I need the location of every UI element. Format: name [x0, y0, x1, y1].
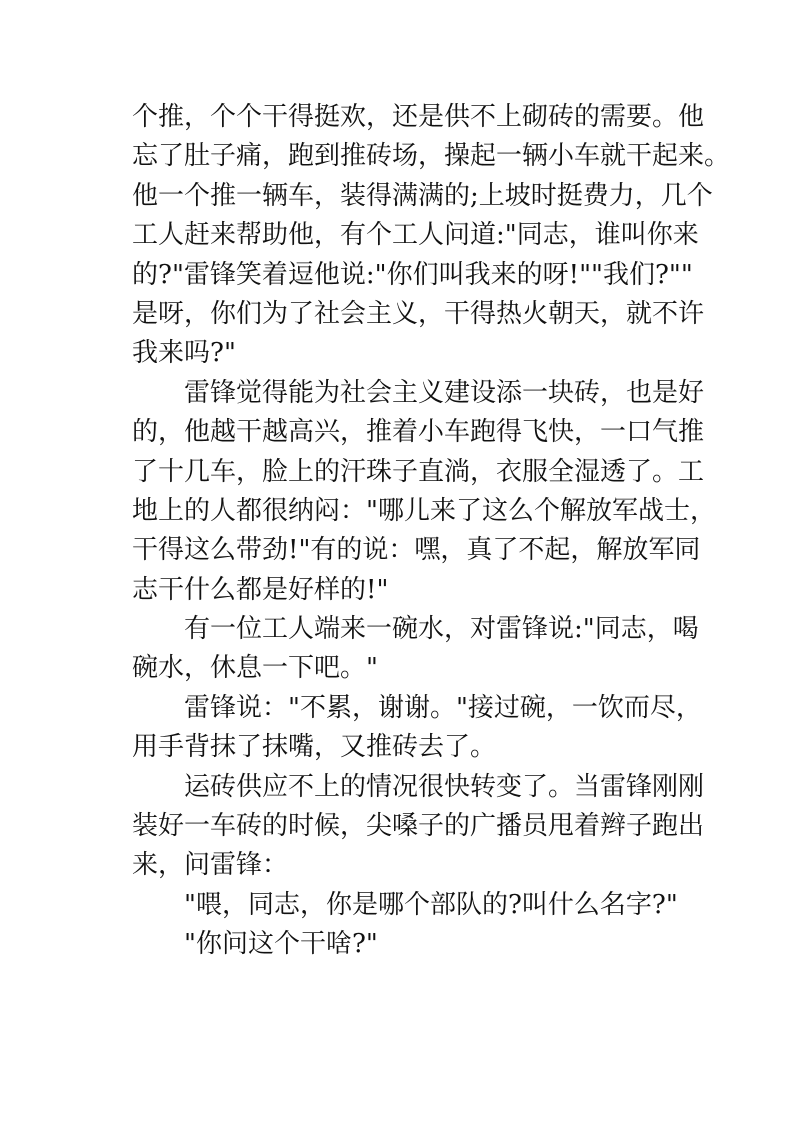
text-line: 运砖供应不上的情况很快转变了。当雷锋刚刚 — [184, 771, 705, 802]
paragraph-2 — [132, 374, 716, 610]
text-line: 雷锋觉得能为社会主义建设添一块砖，也是好 — [184, 377, 705, 408]
paragraph-4 — [132, 689, 702, 768]
paragraph-5 — [132, 768, 705, 886]
text-line: 志干什么都是好样的!" — [132, 574, 389, 605]
text-line: 是呀，你们为了社会主义，干得热火朝天，就不许 — [132, 298, 705, 329]
text-line: 雷锋说："不累，谢谢。"接过碗，一饮而尽， — [184, 692, 702, 723]
text-line: "喂，同志，你是哪个部队的?叫什么名字?" — [184, 889, 678, 920]
paragraph-7 — [132, 925, 672, 964]
text-line: 有一位工人端来一碗水，对雷锋说:"同志，喝 — [184, 614, 699, 645]
paragraph-1 — [132, 98, 731, 374]
text-line: 来，问雷锋： — [132, 850, 289, 881]
text-line: 碗水，休息一下吧。" — [132, 653, 378, 684]
text-line: 用手背抹了抹嘴，又推砖去了。 — [132, 732, 497, 763]
text-line: 干得这么带劲!"有的说：嘿，真了不起，解放军同 — [132, 535, 701, 566]
text-line: 他一个推一辆车，装得满满的;上坡时挺费力，几个 — [132, 180, 713, 211]
text-line: "你问这个干啥?" — [184, 929, 378, 960]
body-text — [132, 98, 731, 965]
paragraph-3 — [132, 610, 699, 689]
text-line: 的?"雷锋笑着逗他说:"你们叫我来的呀!""我们?"" — [132, 259, 693, 290]
text-line: 我来吗?" — [132, 338, 236, 369]
paragraph-6 — [132, 886, 678, 925]
text-line: 工人赶来帮助他，有个工人问道:"同志，谁叫你来 — [132, 220, 699, 251]
text-line: 个推，个个干得挺欢，还是供不上砌砖的需要。他 — [132, 102, 705, 132]
text-line: 了十几车，脸上的汗珠子直淌，衣服全湿透了。工 — [132, 456, 705, 487]
text-line: 忘了肚子痛，跑到推砖场，操起一辆小车就干起来。 — [132, 141, 731, 172]
text-line: 地上的人都很纳闷："哪儿来了这么个解放军战士， — [132, 495, 716, 526]
text-line: 装好一车砖的时候，尖嗓子的广播员甩着辫子跑出 — [132, 811, 705, 842]
text-line: 的，他越干越高兴，推着小车跑得飞快，一口气推 — [132, 417, 705, 448]
